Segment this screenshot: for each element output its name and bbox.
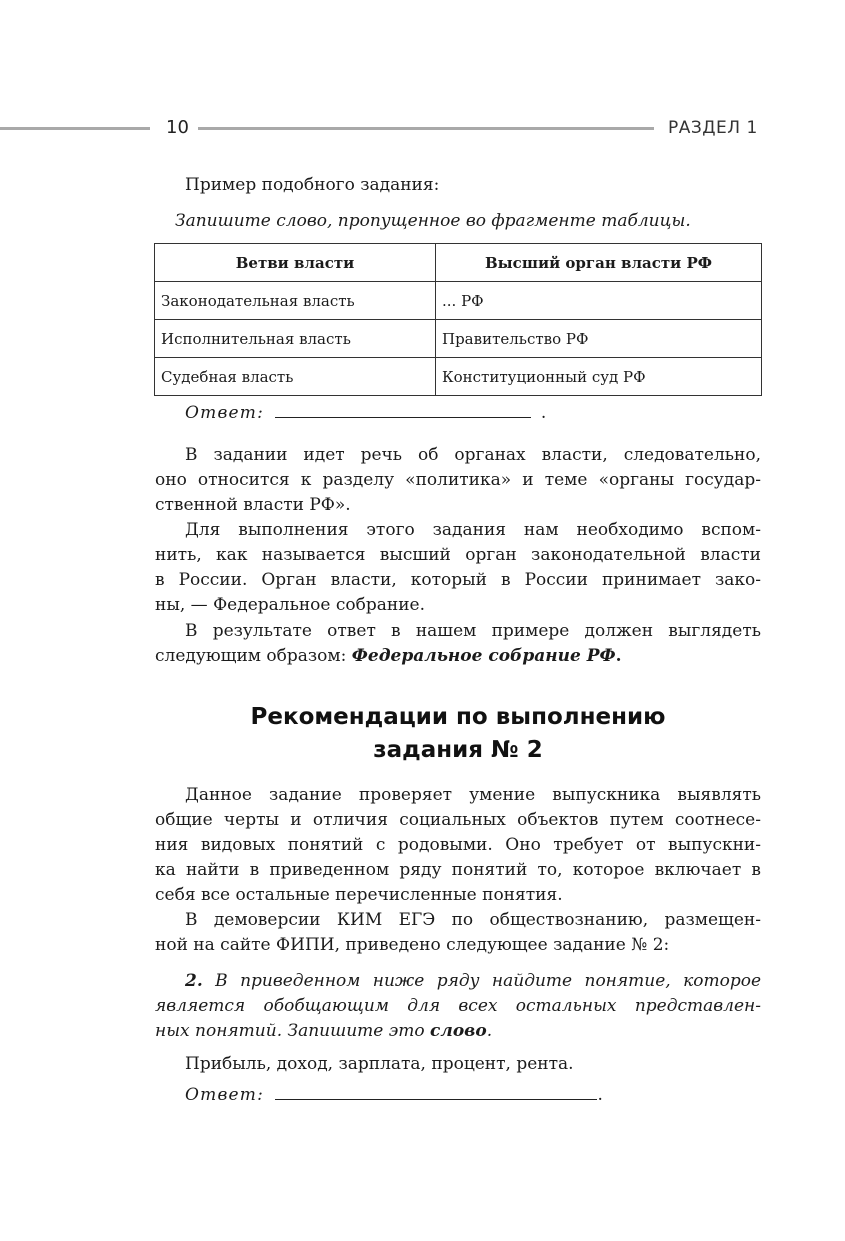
example-intro	[155, 173, 761, 199]
text-line: ния видовых понятий с родовыми. Оно требует от выпускни-	[155, 835, 761, 855]
example-task	[155, 209, 761, 235]
table-cell: Правительство РФ	[436, 320, 762, 358]
section-heading-line1: Рекомендации по выполнению	[250, 704, 666, 730]
table-header-cell: Высший орган власти РФ	[436, 244, 762, 282]
section-heading-line2: задания № 2	[373, 737, 543, 763]
header-rule-middle	[198, 127, 654, 130]
text-line: ственной власти РФ».	[155, 495, 351, 515]
task-period: .	[486, 1021, 493, 1041]
text-line: общие черты и отличия социальных объектов путем соотнесе-	[155, 810, 761, 830]
text-line: В демоверсии КИМ ЕГЭ по обществознанию, размещен-	[185, 910, 761, 930]
table-row	[155, 358, 762, 396]
table-row	[155, 282, 762, 320]
answer-blank	[275, 1085, 597, 1100]
text-line: себя все остальные перечисленные понятия.	[155, 885, 563, 905]
text-line: Для выполнения этого задания нам необходимо вспом-	[185, 520, 761, 540]
task-number: 2.	[185, 971, 203, 991]
text-line: В результате ответ в нашем примере должен выглядеть	[185, 621, 761, 641]
text-line: ной на сайте ФИПИ, приведено следующее задание № 2:	[155, 935, 670, 955]
text-line-with-answer	[155, 644, 761, 670]
page-number: 10	[166, 117, 189, 138]
answer-end: .	[540, 403, 547, 423]
answer-highlight: Федеральное собрание РФ	[351, 646, 616, 666]
table-header-row	[155, 244, 762, 282]
answer-period: .	[615, 646, 622, 666]
table-row	[155, 320, 762, 358]
text-line: ны, — Федеральное собрание.	[155, 595, 426, 615]
example-task-text: Запишите слово, пропущенное во фрагменте таблицы.	[175, 211, 691, 231]
task-text: В приведенном ниже ряду найдите понятие, которое	[215, 971, 762, 991]
task-line: является обобщающим для всех остальных представлен-	[155, 996, 761, 1016]
table-cell: Конституционный суд РФ	[436, 358, 762, 396]
example-answer-line	[155, 401, 761, 427]
task-keyword: слово	[430, 1021, 487, 1041]
task-text: ных понятий. Запишите это	[155, 1021, 431, 1041]
power-branches-table	[154, 243, 762, 396]
answer-label: Ответ:	[185, 403, 265, 423]
answer-prefix: следующим образом:	[155, 646, 352, 666]
example-intro-text: Пример подобного задания:	[185, 175, 440, 195]
table-header-cell: Ветви власти	[155, 244, 436, 282]
page-header	[0, 114, 845, 142]
task2-answer-line	[155, 1083, 761, 1109]
table-cell: ... РФ	[436, 282, 762, 320]
answer-label: Ответ:	[185, 1085, 265, 1105]
text-line: нить, как называется высший орган законодательной власти	[155, 545, 761, 565]
task-line	[155, 969, 761, 995]
text-line: в России. Орган власти, который в России принимает зако-	[155, 570, 761, 590]
table-cell: Законодательная власть	[155, 282, 436, 320]
section-label: РАЗДЕЛ 1	[668, 118, 758, 138]
text-line: Данное задание проверяет умение выпускника выявлять	[185, 785, 761, 805]
answer-blank	[275, 403, 531, 418]
task-line	[155, 1019, 761, 1045]
text-line: оно относится к разделу «политика» и теме «органы государ-	[155, 470, 761, 490]
text-line: В задании идет речь об органах власти, следовательно,	[185, 445, 761, 465]
header-rule-left	[0, 127, 150, 130]
concepts-list: Прибыль, доход, зарплата, процент, рента.	[185, 1054, 574, 1074]
table-cell: Исполнительная власть	[155, 320, 436, 358]
table-cell: Судебная власть	[155, 358, 436, 396]
answer-end: .	[597, 1085, 603, 1105]
text-line: ка найти в приведенном ряду понятий то, которое включает в	[155, 860, 761, 880]
